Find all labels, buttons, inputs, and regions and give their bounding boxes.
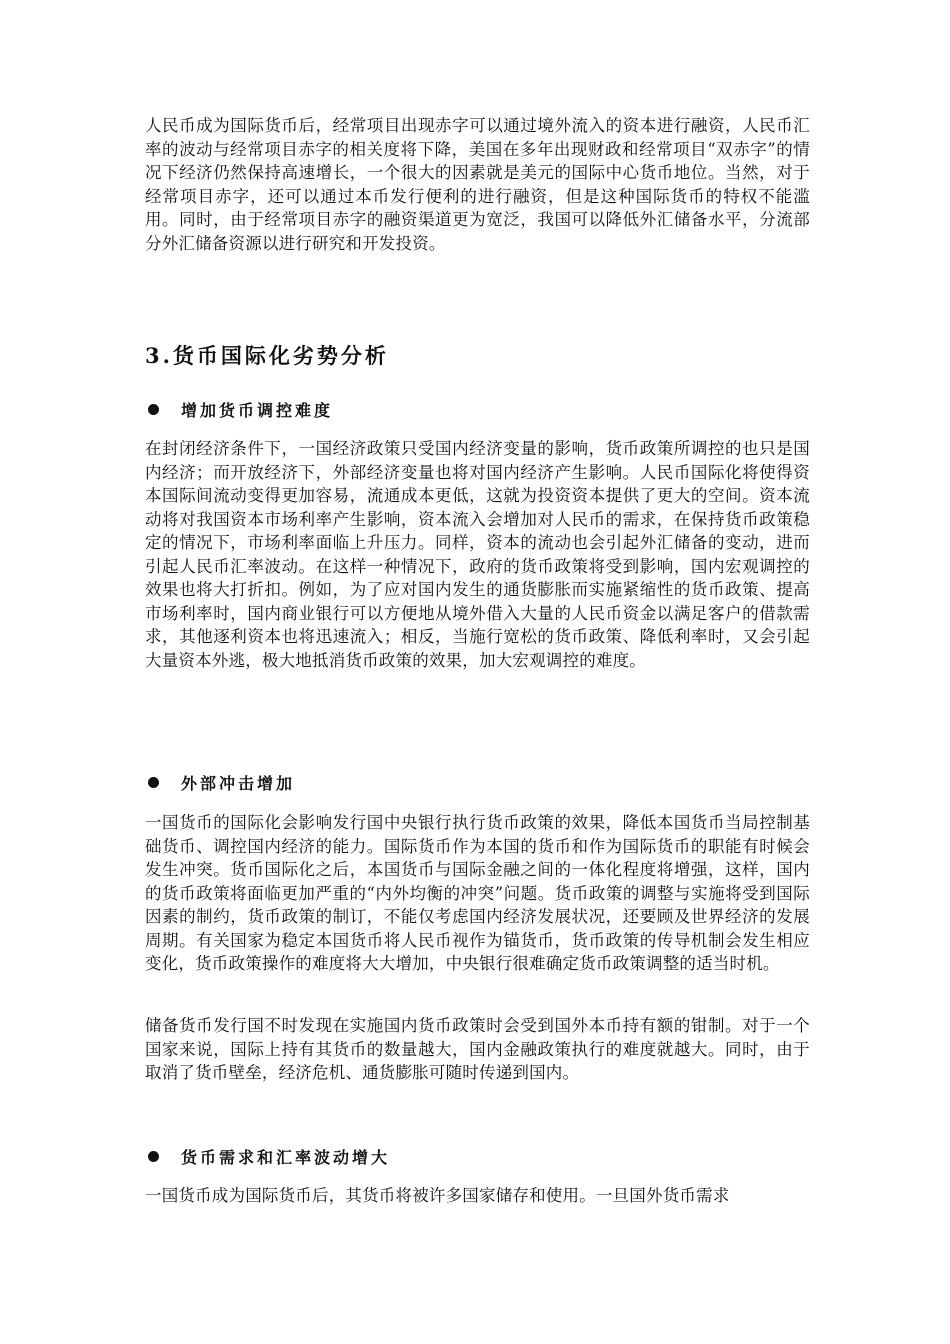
- bullet-heading-text: 增加货币调控难度: [181, 401, 334, 420]
- paragraph-current-account: 人民币成为国际货币后，经常项目出现赤字可以通过境外流入的资本进行融资，人民币汇率的波动与经常项目赤字的相关度将下降，美国在多年出现财政和经常项目“双赤字”的情况下经济仍然保持高速增长，一个很大的因素就是美元的国际中心货币地位。当然，对于经常项目赤字，还可以通过本币发行便利的进行融资，但是这种国际货币的特权不能滥用。同时，由于经常项目赤字的融资渠道更为宽泛，我国可以降低外汇储备水平，分流部分外汇储备资源以进行研究和开发投资。: [145, 116, 810, 253]
- bullet-dot-icon: [148, 1151, 159, 1162]
- bullet-heading-text: 外部冲击增加: [181, 774, 296, 793]
- paragraph-demand-volatility: 一国货币成为国际货币后，其货币将被许多国家储存和使用。一旦国外货币需求: [145, 1186, 730, 1205]
- bullet-heading-external-shock: [148, 771, 295, 794]
- section-title: 3.货币国际化劣势分析: [145, 343, 389, 368]
- bullet-dot-icon: [148, 404, 159, 415]
- bullet-heading-demand-volatility: [148, 1145, 390, 1168]
- paragraph-external-shock: 一国货币的国际化会影响发行国中央银行执行货币政策的效果，降低本国货币当局控制基础货币、调控国内经济的能力。国际货币作为本国的货币和作为国际货币的职能有时候会发生冲突。货币国际化之后，本国货币与国际金融之间的一体化程度将增强，这样，国内的货币政策将面临更加严重的“内外均衡的冲突”问题。货币政策的调整与实施将受到国际因素的制约，货币政策的制订，不能仅考虑国内经济发展状况，还要顾及世界经济的发展周期。有关国家为稳定本国货币将人民币视作为锚货币，货币政策的传导机制会发生相应变化，货币政策操作的难度将大大增加，中央银行很难确定货币政策调整的适当时机。: [145, 813, 810, 973]
- paragraph-reserve-currency: 储备货币发行国不时发现在实施国内货币政策时会受到国外本币持有额的钳制。对于一个国家来说，国际上持有其货币的数量越大，国内金融政策执行的难度就越大。同时，由于取消了货币壁垒，经济危机、通货膨胀可随时传递到国内。: [145, 1016, 810, 1082]
- bullet-heading-text: 货币需求和汇率波动增大: [181, 1148, 391, 1167]
- bullet-heading-regulation-difficulty: [148, 398, 333, 421]
- paragraph-regulation-difficulty: 在封闭经济条件下，一国经济政策只受国内经济变量的影响，货币政策所调控的也只是国内经济；而开放经济下，外部经济变量也将对国内经济产生影响。人民币国际化将使得资本国际间流动变得更加容易，流通成本更低，这就为投资资本提供了更大的空间。资本流动将对我国资本市场利率产生影响，资本流入会增加对人民币的需求，在保持货币政策稳定的情况下，市场利率面临上升压力。同样，资本的流动也会引起外汇储备的变动，进而引起人民币汇率波动。在这样一种情况下，政府的货币政策将受到影响，国内宏观调控的效果也将大打折扣。例如，为了应对国内发生的通货膨胀而实施紧缩性的货币政策、提高市场利率时，国内商业银行可以方便地从境外借入大量的人民币资金以满足客户的借款需求，其他逐利资本也将迅速流入；相反，当施行宽松的货币政策、降低利率时，又会引起大量资本外逃，极大地抵消货币政策的效果，加大宏观调控的难度。: [145, 439, 810, 670]
- bullet-dot-icon: [148, 777, 159, 788]
